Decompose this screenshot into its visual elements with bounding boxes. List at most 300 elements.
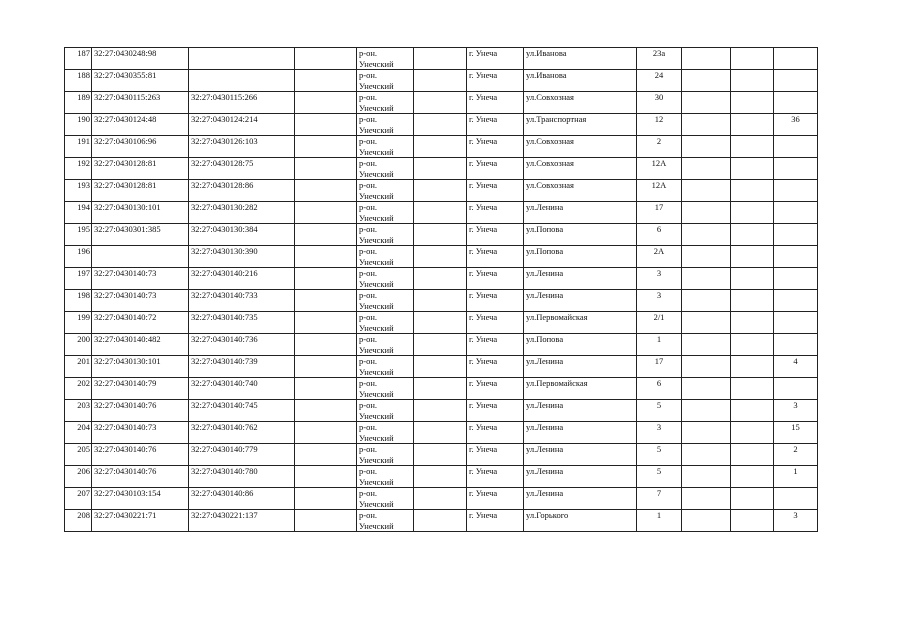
cadastral-number-2: 32:27:0430140:736 — [189, 334, 295, 356]
city: г. Унеча — [467, 356, 524, 378]
empty-cell — [414, 136, 467, 158]
empty-cell — [682, 70, 731, 92]
house-number: 3 — [637, 268, 682, 290]
district-line-2: Унечский — [359, 410, 394, 421]
city: г. Унеча — [467, 114, 524, 136]
apartment-number — [774, 70, 818, 92]
table-row — [65, 70, 818, 92]
city: г. Унеча — [467, 290, 524, 312]
empty-cell — [731, 48, 774, 70]
table-row — [65, 224, 818, 246]
table-row — [65, 246, 818, 268]
house-number: 12А — [637, 180, 682, 202]
district-line-1: р-он. — [359, 312, 378, 322]
empty-cell — [682, 422, 731, 444]
house-number: 2/1 — [637, 312, 682, 334]
table-row — [65, 378, 818, 400]
district-line-1: р-он. — [359, 444, 378, 454]
district-line-2: Унечский — [359, 322, 394, 333]
district — [357, 158, 414, 180]
empty-cell — [295, 158, 357, 180]
district — [357, 488, 414, 510]
apartment-number — [774, 180, 818, 202]
empty-cell — [731, 290, 774, 312]
table-row — [65, 510, 818, 532]
row-number: 190 — [65, 114, 92, 136]
district — [357, 378, 414, 400]
row-number: 194 — [65, 202, 92, 224]
empty-cell — [295, 312, 357, 334]
cadastral-number: 32:27:0430140:482 — [92, 334, 189, 356]
cadastral-number-2: 32:27:0430130:384 — [189, 224, 295, 246]
district-line-1: р-он. — [359, 422, 378, 432]
city: г. Унеча — [467, 158, 524, 180]
address-table — [64, 47, 818, 532]
table-row — [65, 400, 818, 422]
district-line-1: р-он. — [359, 246, 378, 256]
street: ул.Иванова — [524, 48, 637, 70]
district-line-2: Унечский — [359, 520, 394, 531]
row-number: 195 — [65, 224, 92, 246]
apartment-number — [774, 488, 818, 510]
table-row — [65, 136, 818, 158]
cadastral-number: 32:27:0430124:48 — [92, 114, 189, 136]
empty-cell — [414, 158, 467, 180]
row-number: 207 — [65, 488, 92, 510]
apartment-number: 4 — [774, 356, 818, 378]
city: г. Унеча — [467, 224, 524, 246]
empty-cell — [414, 422, 467, 444]
cadastral-number: 32:27:0430221:71 — [92, 510, 189, 532]
empty-cell — [295, 378, 357, 400]
table-row — [65, 422, 818, 444]
empty-cell — [414, 114, 467, 136]
cadastral-number-2: 32:27:0430140:735 — [189, 312, 295, 334]
street: ул.Горького — [524, 510, 637, 532]
house-number: 12А — [637, 158, 682, 180]
cadastral-number-2: 32:27:0430140:745 — [189, 400, 295, 422]
city: г. Унеча — [467, 444, 524, 466]
empty-cell — [731, 312, 774, 334]
row-number: 187 — [65, 48, 92, 70]
district-line-1: р-он. — [359, 92, 378, 102]
city: г. Унеча — [467, 48, 524, 70]
apartment-number — [774, 158, 818, 180]
cadastral-number-2: 32:27:0430115:266 — [189, 92, 295, 114]
cadastral-number: 32:27:0430140:76 — [92, 444, 189, 466]
cadastral-number: 32:27:0430140:72 — [92, 312, 189, 334]
city: г. Унеча — [467, 422, 524, 444]
district — [357, 114, 414, 136]
empty-cell — [682, 268, 731, 290]
district — [357, 356, 414, 378]
empty-cell — [295, 224, 357, 246]
empty-cell — [682, 510, 731, 532]
row-number: 198 — [65, 290, 92, 312]
empty-cell — [682, 378, 731, 400]
cadastral-number-2: 32:27:0430140:733 — [189, 290, 295, 312]
city: г. Унеча — [467, 334, 524, 356]
district-line-1: р-он. — [359, 70, 378, 80]
empty-cell — [295, 92, 357, 114]
apartment-number — [774, 378, 818, 400]
district — [357, 224, 414, 246]
empty-cell — [414, 334, 467, 356]
district — [357, 422, 414, 444]
apartment-number — [774, 268, 818, 290]
row-number: 189 — [65, 92, 92, 114]
street: ул.Попова — [524, 334, 637, 356]
house-number: 6 — [637, 224, 682, 246]
empty-cell — [295, 422, 357, 444]
apartment-number — [774, 290, 818, 312]
empty-cell — [414, 356, 467, 378]
district-line-1: р-он. — [359, 334, 378, 344]
street: ул.Ленина — [524, 488, 637, 510]
cadastral-number — [92, 246, 189, 268]
table-row — [65, 92, 818, 114]
street: ул.Попова — [524, 246, 637, 268]
cadastral-number: 32:27:0430130:101 — [92, 356, 189, 378]
apartment-number — [774, 224, 818, 246]
city: г. Унеча — [467, 400, 524, 422]
district-line-1: р-он. — [359, 290, 378, 300]
district-line-1: р-он. — [359, 158, 378, 168]
house-number: 2А — [637, 246, 682, 268]
empty-cell — [731, 158, 774, 180]
empty-cell — [682, 334, 731, 356]
cadastral-number-2: 32:27:0430130:282 — [189, 202, 295, 224]
empty-cell — [414, 312, 467, 334]
empty-cell — [295, 466, 357, 488]
street: ул.Попова — [524, 224, 637, 246]
cadastral-number: 32:27:0430355:81 — [92, 70, 189, 92]
empty-cell — [414, 70, 467, 92]
district — [357, 510, 414, 532]
apartment-number — [774, 246, 818, 268]
empty-cell — [295, 290, 357, 312]
empty-cell — [731, 334, 774, 356]
cadastral-number: 32:27:0430128:81 — [92, 158, 189, 180]
row-number: 208 — [65, 510, 92, 532]
empty-cell — [682, 444, 731, 466]
district-line-1: р-он. — [359, 180, 378, 190]
district — [357, 136, 414, 158]
apartment-number — [774, 92, 818, 114]
empty-cell — [682, 356, 731, 378]
house-number: 30 — [637, 92, 682, 114]
street: ул.Совхозная — [524, 136, 637, 158]
house-number: 3 — [637, 422, 682, 444]
cadastral-number: 32:27:0430140:73 — [92, 422, 189, 444]
empty-cell — [731, 268, 774, 290]
city: г. Унеча — [467, 202, 524, 224]
empty-cell — [414, 488, 467, 510]
street: ул.Ленина — [524, 400, 637, 422]
table-row — [65, 180, 818, 202]
cadastral-number-2: 32:27:0430124:214 — [189, 114, 295, 136]
table-row — [65, 334, 818, 356]
cadastral-number-2: 32:27:0430140:780 — [189, 466, 295, 488]
cadastral-number-2: 32:27:0430140:216 — [189, 268, 295, 290]
table-row — [65, 312, 818, 334]
cadastral-number: 32:27:0430140:73 — [92, 290, 189, 312]
city: г. Унеча — [467, 312, 524, 334]
row-number: 202 — [65, 378, 92, 400]
empty-cell — [682, 48, 731, 70]
street: ул.Совхозная — [524, 158, 637, 180]
cadastral-number: 32:27:0430140:76 — [92, 400, 189, 422]
cadastral-number: 32:27:0430128:81 — [92, 180, 189, 202]
street: ул.Ленина — [524, 444, 637, 466]
empty-cell — [731, 400, 774, 422]
apartment-number: 15 — [774, 422, 818, 444]
district — [357, 92, 414, 114]
cadastral-number-2: 32:27:0430126:103 — [189, 136, 295, 158]
empty-cell — [295, 136, 357, 158]
house-number: 5 — [637, 400, 682, 422]
empty-cell — [682, 400, 731, 422]
cadastral-number-2: 32:27:0430128:75 — [189, 158, 295, 180]
empty-cell — [731, 510, 774, 532]
apartment-number — [774, 334, 818, 356]
house-number: 2 — [637, 136, 682, 158]
empty-cell — [682, 466, 731, 488]
cadastral-number: 32:27:0430248:98 — [92, 48, 189, 70]
empty-cell — [295, 202, 357, 224]
empty-cell — [414, 180, 467, 202]
house-number: 5 — [637, 444, 682, 466]
row-number: 196 — [65, 246, 92, 268]
empty-cell — [414, 378, 467, 400]
apartment-number: 2 — [774, 444, 818, 466]
row-number: 191 — [65, 136, 92, 158]
cadastral-number: 32:27:0430115:263 — [92, 92, 189, 114]
cadastral-number-2: 32:27:0430140:762 — [189, 422, 295, 444]
city: г. Унеча — [467, 246, 524, 268]
district-line-1: р-он. — [359, 466, 378, 476]
district-line-1: р-он. — [359, 400, 378, 410]
apartment-number — [774, 48, 818, 70]
city: г. Унеча — [467, 180, 524, 202]
city: г. Унеча — [467, 466, 524, 488]
empty-cell — [414, 466, 467, 488]
district-line-2: Унечский — [359, 168, 394, 179]
empty-cell — [731, 378, 774, 400]
district-line-1: р-он. — [359, 136, 378, 146]
empty-cell — [731, 202, 774, 224]
cadastral-number: 32:27:0430130:101 — [92, 202, 189, 224]
cadastral-number: 32:27:0430140:73 — [92, 268, 189, 290]
district — [357, 312, 414, 334]
row-number: 205 — [65, 444, 92, 466]
house-number: 1 — [637, 334, 682, 356]
empty-cell — [414, 444, 467, 466]
empty-cell — [731, 92, 774, 114]
district-line-2: Унечский — [359, 300, 394, 311]
district — [357, 444, 414, 466]
cadastral-number: 32:27:0430301:385 — [92, 224, 189, 246]
row-number: 201 — [65, 356, 92, 378]
cadastral-number-2 — [189, 48, 295, 70]
table-row — [65, 48, 818, 70]
empty-cell — [731, 356, 774, 378]
district-line-2: Унечский — [359, 388, 394, 399]
apartment-number: 3 — [774, 400, 818, 422]
cadastral-number-2 — [189, 70, 295, 92]
district-line-2: Унечский — [359, 124, 394, 135]
district-line-1: р-он. — [359, 224, 378, 234]
house-number: 6 — [637, 378, 682, 400]
street: ул.Ленина — [524, 466, 637, 488]
district-line-1: р-он. — [359, 114, 378, 124]
cadastral-number-2: 32:27:0430140:86 — [189, 488, 295, 510]
district — [357, 268, 414, 290]
empty-cell — [682, 114, 731, 136]
empty-cell — [731, 224, 774, 246]
empty-cell — [414, 510, 467, 532]
table-row — [65, 466, 818, 488]
district-line-2: Унечский — [359, 366, 394, 377]
district — [357, 334, 414, 356]
empty-cell — [682, 180, 731, 202]
empty-cell — [414, 290, 467, 312]
empty-cell — [682, 136, 731, 158]
street: ул.Ленина — [524, 268, 637, 290]
district — [357, 246, 414, 268]
district-line-1: р-он. — [359, 202, 378, 212]
empty-cell — [731, 136, 774, 158]
district-line-2: Унечский — [359, 278, 394, 289]
city: г. Унеча — [467, 488, 524, 510]
empty-cell — [682, 158, 731, 180]
city: г. Унеча — [467, 92, 524, 114]
cadastral-number: 32:27:0430140:76 — [92, 466, 189, 488]
district — [357, 48, 414, 70]
empty-cell — [295, 246, 357, 268]
house-number: 7 — [637, 488, 682, 510]
empty-cell — [682, 290, 731, 312]
cadastral-number-2: 32:27:0430140:740 — [189, 378, 295, 400]
cadastral-number: 32:27:0430103:154 — [92, 488, 189, 510]
city: г. Унеча — [467, 268, 524, 290]
empty-cell — [731, 466, 774, 488]
empty-cell — [731, 180, 774, 202]
empty-cell — [414, 48, 467, 70]
district-line-2: Унечский — [359, 344, 394, 355]
street: ул.Ленина — [524, 422, 637, 444]
district-line-2: Унечский — [359, 256, 394, 267]
empty-cell — [295, 488, 357, 510]
empty-cell — [731, 488, 774, 510]
district-line-2: Унечский — [359, 498, 394, 509]
empty-cell — [295, 356, 357, 378]
district-line-1: р-он. — [359, 48, 378, 58]
apartment-number — [774, 136, 818, 158]
empty-cell — [731, 444, 774, 466]
empty-cell — [295, 510, 357, 532]
city: г. Унеча — [467, 70, 524, 92]
house-number: 24 — [637, 70, 682, 92]
city: г. Унеча — [467, 136, 524, 158]
row-number: 204 — [65, 422, 92, 444]
street: ул.Ленина — [524, 290, 637, 312]
empty-cell — [682, 488, 731, 510]
empty-cell — [414, 268, 467, 290]
empty-cell — [731, 70, 774, 92]
city: г. Унеча — [467, 510, 524, 532]
table-row — [65, 488, 818, 510]
district-line-2: Унечский — [359, 454, 394, 465]
empty-cell — [731, 246, 774, 268]
cadastral-number-2: 32:27:0430140:779 — [189, 444, 295, 466]
street: ул.Совхозная — [524, 180, 637, 202]
cadastral-number-2: 32:27:0430130:390 — [189, 246, 295, 268]
empty-cell — [414, 400, 467, 422]
district-line-2: Унечский — [359, 146, 394, 157]
empty-cell — [731, 114, 774, 136]
district — [357, 180, 414, 202]
empty-cell — [414, 202, 467, 224]
cadastral-number: 32:27:0430140:79 — [92, 378, 189, 400]
empty-cell — [414, 92, 467, 114]
district-line-2: Унечский — [359, 80, 394, 91]
empty-cell — [295, 334, 357, 356]
street: ул.Первомайская — [524, 312, 637, 334]
empty-cell — [295, 444, 357, 466]
empty-cell — [295, 48, 357, 70]
empty-cell — [414, 224, 467, 246]
table-row — [65, 158, 818, 180]
district-line-2: Унечский — [359, 212, 394, 223]
district-line-2: Унечский — [359, 58, 394, 69]
house-number: 17 — [637, 202, 682, 224]
district-line-1: р-он. — [359, 356, 378, 366]
row-number: 193 — [65, 180, 92, 202]
table-row — [65, 114, 818, 136]
street: ул.Ленина — [524, 202, 637, 224]
empty-cell — [295, 268, 357, 290]
street: ул.Совхозная — [524, 92, 637, 114]
district-line-2: Унечский — [359, 102, 394, 113]
apartment-number: 3 — [774, 510, 818, 532]
table-row — [65, 356, 818, 378]
empty-cell — [295, 114, 357, 136]
house-number: 3 — [637, 290, 682, 312]
cadastral-number-2: 32:27:0430128:86 — [189, 180, 295, 202]
row-number: 192 — [65, 158, 92, 180]
cadastral-number-2: 32:27:0430140:739 — [189, 356, 295, 378]
cadastral-number: 32:27:0430106:96 — [92, 136, 189, 158]
table-row — [65, 268, 818, 290]
document-page — [64, 47, 818, 532]
house-number: 5 — [637, 466, 682, 488]
district-line-1: р-он. — [359, 510, 378, 520]
apartment-number: 36 — [774, 114, 818, 136]
apartment-number — [774, 202, 818, 224]
street: ул.Первомайская — [524, 378, 637, 400]
row-number: 199 — [65, 312, 92, 334]
district-line-1: р-он. — [359, 268, 378, 278]
district — [357, 70, 414, 92]
empty-cell — [295, 70, 357, 92]
district-line-2: Унечский — [359, 234, 394, 245]
empty-cell — [682, 224, 731, 246]
empty-cell — [731, 422, 774, 444]
district — [357, 202, 414, 224]
district — [357, 400, 414, 422]
district-line-1: р-он. — [359, 378, 378, 388]
